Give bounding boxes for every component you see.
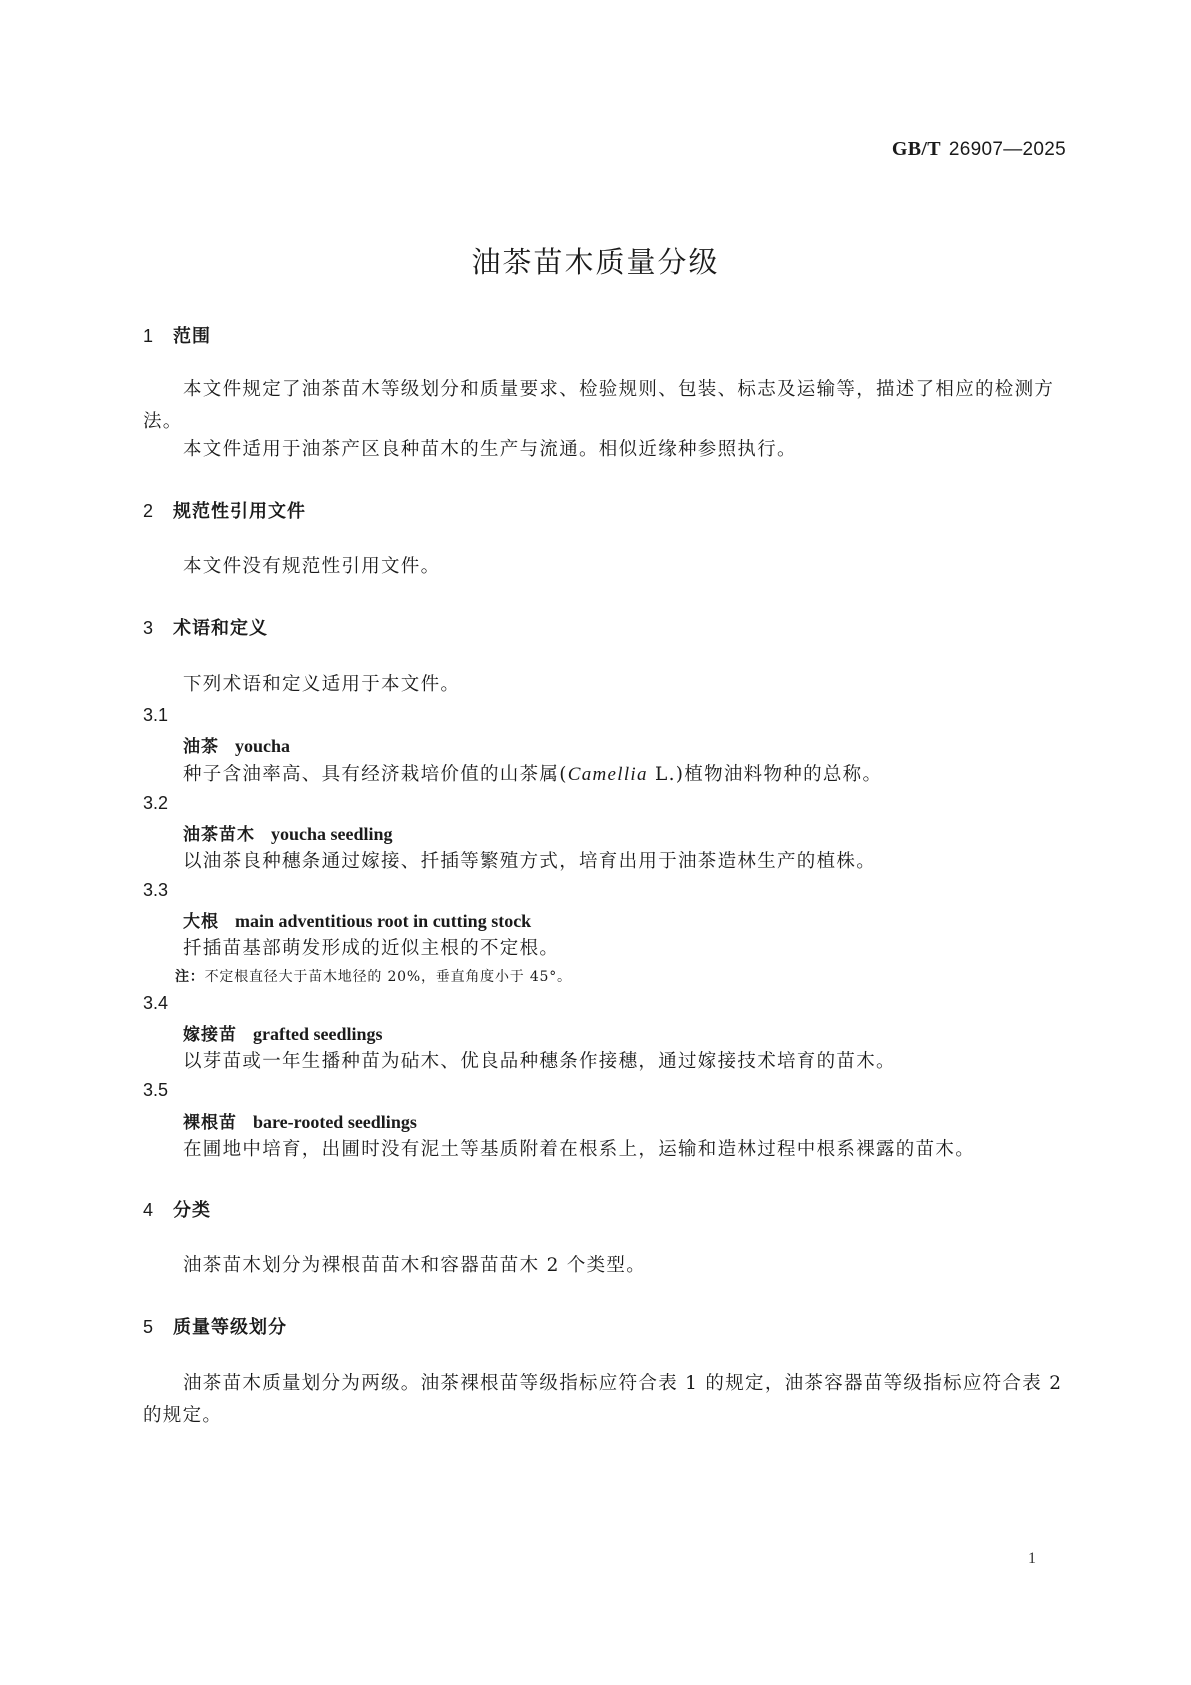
term-heading: 大根 main adventitious root in cutting stock: [183, 911, 532, 932]
paragraph: 本文件没有规范性引用文件。: [183, 556, 441, 577]
section-heading-quality-grading: 5 质量等级划分: [143, 1317, 287, 1338]
term-definition: 种子含油率高、具有经济栽培价值的山茶属(Camellia L.)植物油料物种的总称。: [183, 764, 883, 785]
paragraph: 油茶苗木划分为裸根苗苗木和容器苗苗木 2 个类型。: [183, 1255, 647, 1276]
term-number: 3.5: [143, 1080, 169, 1100]
section-heading-terms-definitions: 3 术语和定义: [143, 618, 268, 639]
standard-number: 26907—2025: [948, 139, 1066, 160]
section-heading-scope: 1 范围: [143, 326, 211, 347]
paragraph: 本文件规定了油茶苗木等级划分和质量要求、检验规则、包装、标志及运输等，描述了相应的检测方法。: [143, 379, 1055, 432]
standard-prefix: GB/T: [891, 138, 941, 160]
term-definition: 以油茶良种穗条通过嫁接、扦插等繁殖方式，培育出用于油茶造林生产的植株。: [183, 851, 877, 872]
paragraph: 下列术语和定义适用于本文件。: [183, 674, 461, 695]
page-number: 1: [1028, 1550, 1036, 1567]
term-definition: 在圃地中培育，出圃时没有泥土等基质附着在根系上，运输和造林过程中根系裸露的苗木。: [183, 1139, 976, 1160]
term-definition: 以芽苗或一年生播种苗为砧木、优良品种穗条作接穗，通过嫁接技术培育的苗木。: [183, 1051, 896, 1072]
paragraph: 本文件适用于油茶产区良种苗木的生产与流通。相似近缘种参照执行。: [183, 439, 797, 460]
standard-code: [892, 138, 1066, 161]
section-title: 范围: [173, 326, 211, 347]
section-heading-normative-references: 2 规范性引用文件: [143, 501, 306, 522]
section-heading-classification: 4 分类: [143, 1200, 211, 1221]
term-heading: 油茶 youcha: [183, 736, 291, 757]
term-number: 3.2: [143, 793, 169, 813]
term-heading: 嫁接苗 grafted seedlings: [183, 1024, 383, 1045]
term-note: 注：不定根直径大于苗木地径的 20%，垂直角度小于 45°。: [175, 969, 572, 985]
section-title: 规范性引用文件: [173, 501, 306, 522]
document-title: 油茶苗木质量分级: [471, 245, 720, 279]
paragraph: 油茶苗木质量划分为两级。油茶裸根苗等级指标应符合表 1 的规定，油茶容器苗等级指标应符合表 2 的规定。: [143, 1373, 1063, 1426]
term-heading: 油茶苗木 youcha seedling: [183, 824, 393, 845]
term-number: 3.3: [143, 880, 169, 900]
term-heading: 裸根苗 bare-rooted seedlings: [183, 1112, 417, 1133]
section-title: 分类: [173, 1200, 211, 1221]
section-title: 质量等级划分: [173, 1317, 287, 1338]
term-number: 3.1: [143, 705, 169, 725]
section-title: 术语和定义: [173, 618, 268, 639]
term-definition: 扦插苗基部萌发形成的近似主根的不定根。: [183, 938, 560, 959]
term-number: 3.4: [143, 993, 169, 1013]
